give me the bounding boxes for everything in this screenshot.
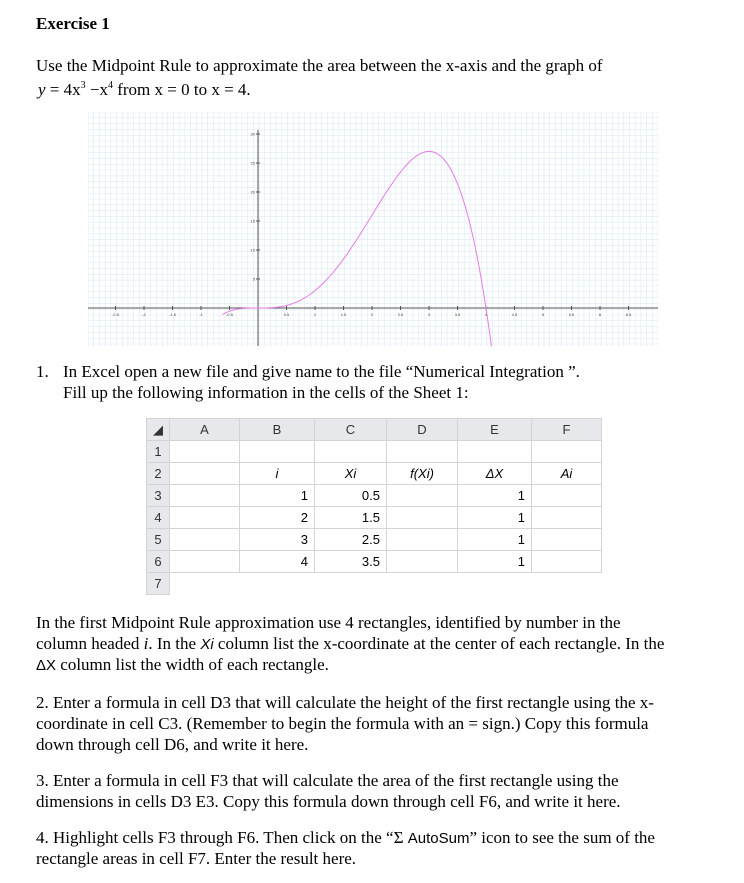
- x-tick-label: 2: [370, 312, 374, 317]
- col-header-e[interactable]: E: [458, 419, 532, 441]
- sheet-corner[interactable]: ◢: [147, 419, 170, 441]
- cell-a7[interactable]: [170, 573, 240, 595]
- para-a-line-1: In the first Midpoint Rule approximation use 4 rectangles, identified by number in the: [36, 613, 621, 632]
- row-header-4[interactable]: 4: [147, 507, 170, 529]
- eq-y: y: [38, 80, 46, 99]
- x-tick-label: -2.5: [112, 312, 119, 317]
- para-a-l2c: column list the x-coordinate at the center of each rectangle. In the: [213, 634, 665, 653]
- step4-line-1: [36, 827, 655, 849]
- para-a-line-3: [36, 654, 329, 676]
- row-header-3[interactable]: 3: [147, 485, 170, 507]
- para-a-line-2: [36, 633, 664, 655]
- x-tick-label: 5: [541, 312, 545, 317]
- cell-a3[interactable]: [170, 485, 240, 507]
- row-header-6[interactable]: 6: [147, 551, 170, 573]
- step2-line-2: coordinate in cell C3. (Remember to begin the formula with an = sign.) Copy this formula: [36, 714, 649, 733]
- cell-d6[interactable]: [387, 551, 458, 573]
- row-header-1[interactable]: 1: [147, 441, 170, 463]
- x-tick-label: 3.5: [454, 312, 461, 317]
- x-tick-label: 1: [313, 312, 317, 317]
- col-header-d[interactable]: D: [387, 419, 458, 441]
- cell-e6[interactable]: 1: [458, 551, 532, 573]
- cell-b2[interactable]: i: [240, 463, 315, 485]
- x-tick-label: -0.5: [226, 312, 233, 317]
- cell-a5[interactable]: [170, 529, 240, 551]
- x-tick-label: 4.5: [511, 312, 518, 317]
- cell-f6[interactable]: [532, 551, 602, 573]
- cell-e7[interactable]: [458, 573, 532, 595]
- cell-d4[interactable]: [387, 507, 458, 529]
- excel-sheet: [146, 418, 602, 595]
- y-tick-label: 30: [250, 131, 255, 137]
- row-header-5[interactable]: 5: [147, 529, 170, 551]
- function-curve: [223, 151, 494, 346]
- x-tick-label: 4: [484, 312, 488, 317]
- x-tick-label: 2.5: [397, 312, 404, 317]
- eq-exp2: 4: [107, 80, 113, 91]
- graph-grid: [88, 112, 658, 346]
- cell-e5[interactable]: 1: [458, 529, 532, 551]
- cell-c6[interactable]: 3.5: [315, 551, 387, 573]
- cell-f7[interactable]: [532, 573, 602, 595]
- para-a-dx: ΔX: [36, 657, 57, 674]
- cell-c3[interactable]: 0.5: [315, 485, 387, 507]
- step2-line-1: 2. Enter a formula in cell D3 that will calculate the height of the first rectangle using the x-: [36, 693, 654, 712]
- cell-f1[interactable]: [532, 441, 602, 463]
- x-tick-label: 1.5: [340, 312, 347, 317]
- cell-d1[interactable]: [387, 441, 458, 463]
- step1-line-1: In Excel open a new file and give name to the file “Numerical Integration ”.: [63, 362, 580, 381]
- cell-b3[interactable]: 1: [240, 485, 315, 507]
- step3-line-1: 3. Enter a formula in cell F3 that will calculate the area of the first rectangle using the: [36, 771, 619, 790]
- x-tick-label: 3: [427, 312, 431, 317]
- cell-d5[interactable]: [387, 529, 458, 551]
- cell-e2[interactable]: ΔX: [458, 463, 532, 485]
- y-tick-label: 25: [250, 160, 255, 166]
- col-header-c[interactable]: C: [315, 419, 387, 441]
- col-header-a[interactable]: A: [170, 419, 240, 441]
- x-tick-label: 0.5: [283, 312, 290, 317]
- cell-b7[interactable]: [240, 573, 315, 595]
- x-tick-label: -1.5: [169, 312, 176, 317]
- para-a-l2a: column headed: [36, 634, 144, 653]
- eq-part3: from x = 0 to x = 4.: [112, 80, 251, 99]
- step1-number: 1.: [36, 362, 49, 381]
- x-tick-label: 6.5: [625, 312, 632, 317]
- cell-c7[interactable]: [315, 573, 387, 595]
- x-tick-label: -2: [142, 312, 146, 317]
- autosum-label: AutoSum: [407, 830, 470, 847]
- cell-e3[interactable]: 1: [458, 485, 532, 507]
- cell-c5[interactable]: 2.5: [315, 529, 387, 551]
- cell-b6[interactable]: 4: [240, 551, 315, 573]
- para-a-i: i: [143, 634, 149, 653]
- cell-a1[interactable]: [170, 441, 240, 463]
- para-a-xi: Xi: [200, 636, 214, 653]
- cell-b5[interactable]: 3: [240, 529, 315, 551]
- cell-c1[interactable]: [315, 441, 387, 463]
- x-tick-label: 5.5: [568, 312, 575, 317]
- para-a-l3: column list the width of each rectangle.: [56, 655, 329, 674]
- cell-a4[interactable]: [170, 507, 240, 529]
- cell-a2[interactable]: [170, 463, 240, 485]
- cell-d3[interactable]: [387, 485, 458, 507]
- cell-f3[interactable]: [532, 485, 602, 507]
- cell-e1[interactable]: [458, 441, 532, 463]
- cell-c4[interactable]: 1.5: [315, 507, 387, 529]
- cell-d2[interactable]: f(Xi): [387, 463, 458, 485]
- cell-f5[interactable]: [532, 529, 602, 551]
- step4-l1c: ” icon to see the sum of the: [469, 828, 655, 847]
- y-tick-label: 10: [250, 247, 255, 253]
- step4-line-2: rectangle areas in cell F7. Enter the result here.: [36, 849, 357, 868]
- step2-line-3: down through cell D6, and write it here.: [36, 735, 309, 754]
- eq-part2: −x: [85, 80, 108, 99]
- step1-line-2: Fill up the following information in the cells of the Sheet 1:: [63, 383, 469, 402]
- eq-exp1: 3: [80, 80, 86, 91]
- cell-d7[interactable]: [387, 573, 458, 595]
- y-tick-label: 20: [250, 189, 255, 195]
- row-header-2[interactable]: 2: [147, 463, 170, 485]
- x-tick-label: 6: [598, 312, 602, 317]
- y-tick-label: 5: [252, 276, 255, 282]
- intro-line-1: Use the Midpoint Rule to approximate the area between the x-axis and the graph of: [36, 56, 603, 75]
- cell-f4[interactable]: [532, 507, 602, 529]
- row-header-7[interactable]: 7: [147, 573, 170, 595]
- eq-part1: = 4x: [45, 80, 81, 99]
- intro-equation: [38, 79, 251, 100]
- y-tick-label: 15: [250, 218, 255, 224]
- col-header-b[interactable]: B: [240, 419, 315, 441]
- cell-e4[interactable]: 1: [458, 507, 532, 529]
- step3-line-2: dimensions in cells D3 E3. Copy this formula down through cell F6, and write it here.: [36, 792, 621, 811]
- step4-l1a: 4. Highlight cells F3 through F6. Then click on the “Σ: [36, 828, 408, 847]
- cell-c2[interactable]: Xi: [315, 463, 387, 485]
- function-graph: [88, 112, 658, 346]
- cell-f2[interactable]: Ai: [532, 463, 602, 485]
- para-a-l2b: . In the: [148, 634, 201, 653]
- cell-a6[interactable]: [170, 551, 240, 573]
- col-header-f[interactable]: F: [532, 419, 602, 441]
- cell-b4[interactable]: 2: [240, 507, 315, 529]
- y-tick-labels: [251, 132, 260, 282]
- exercise-title: Exercise 1: [36, 14, 110, 33]
- x-tick-label: -1: [199, 312, 203, 317]
- cell-b1[interactable]: [240, 441, 315, 463]
